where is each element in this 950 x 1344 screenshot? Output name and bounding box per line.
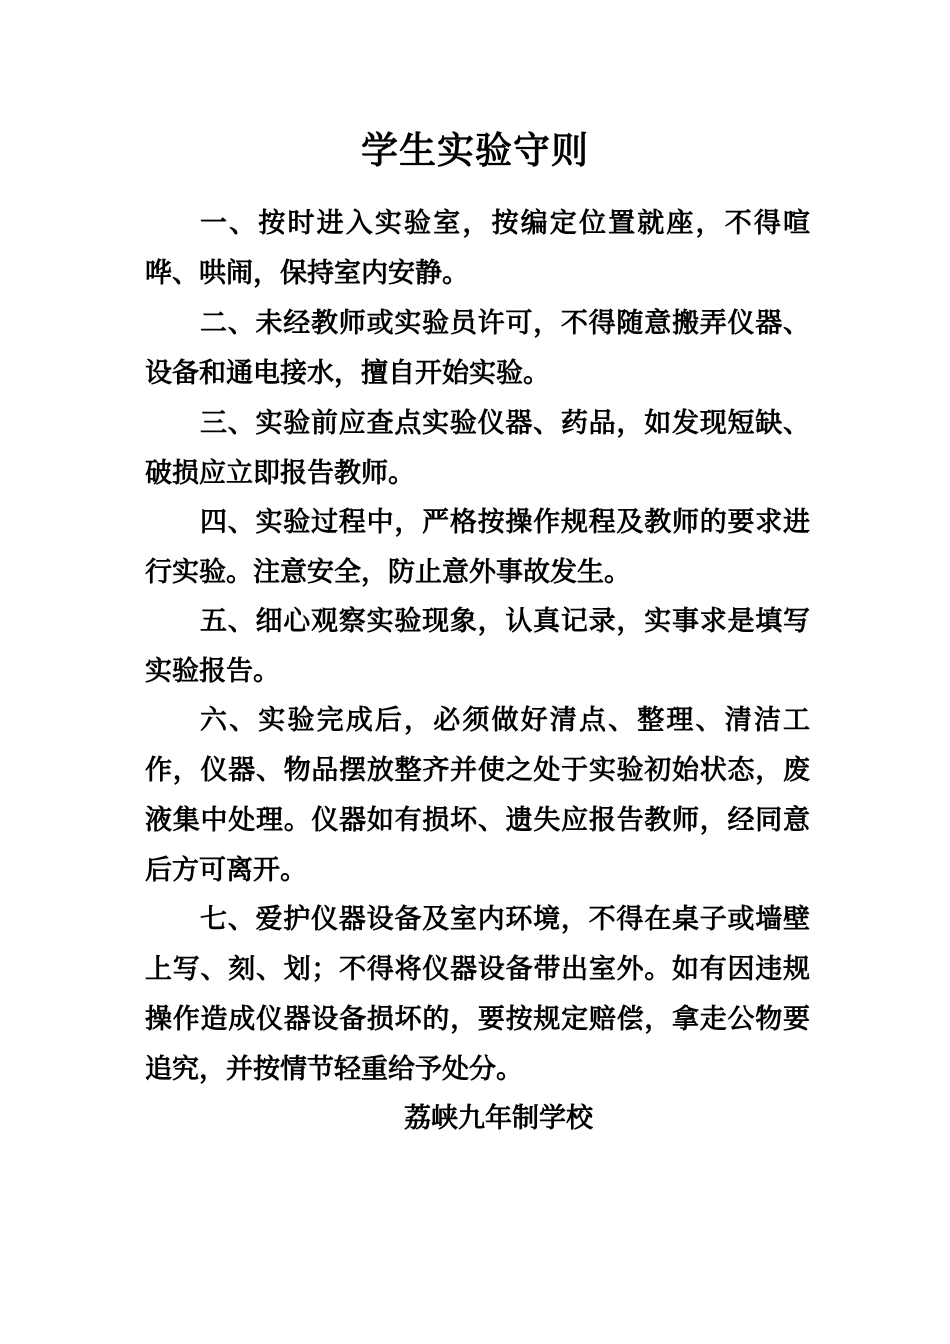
school-signature: 荔峡九年制学校 (404, 1103, 593, 1134)
rule-1: 一、按时进入实验室，按编定位置就座，不得喧哗、哄闹，保持室内安静。 (145, 208, 810, 289)
rule-4: 四、实验过程中，严格按操作规程及教师的要求进行实验。注意安全，防止意外事故发生。 (145, 507, 810, 588)
rule-2: 二、未经教师或实验员许可，不得随意搬弄仪器、设备和通电接水，擅自开始实验。 (145, 308, 810, 389)
rule-6: 六、实验完成后，必须做好清点、整理、清洁工作，仪器、物品摆放整齐并使之处于实验初始状态，废液集中处理。仪器如有损坏、遗失应报告教师，经同意后方可离开。 (145, 705, 810, 886)
rule-5: 五、细心观察实验现象，认真记录，实事求是填写实验报告。 (145, 606, 810, 687)
page-title: 学生实验守则 (361, 128, 589, 172)
rule-7: 七、爱护仪器设备及室内环境，不得在桌子或墙壁上写、刻、划；不得将仪器设备带出室外。如有因违规操作造成仪器设备损坏的，要按规定赔偿，拿走公物要追究，并按情节轻重给予处分。 (145, 904, 810, 1085)
rule-3: 三、实验前应查点实验仪器、药品，如发现短缺、破损应立即报告教师。 (145, 408, 810, 489)
